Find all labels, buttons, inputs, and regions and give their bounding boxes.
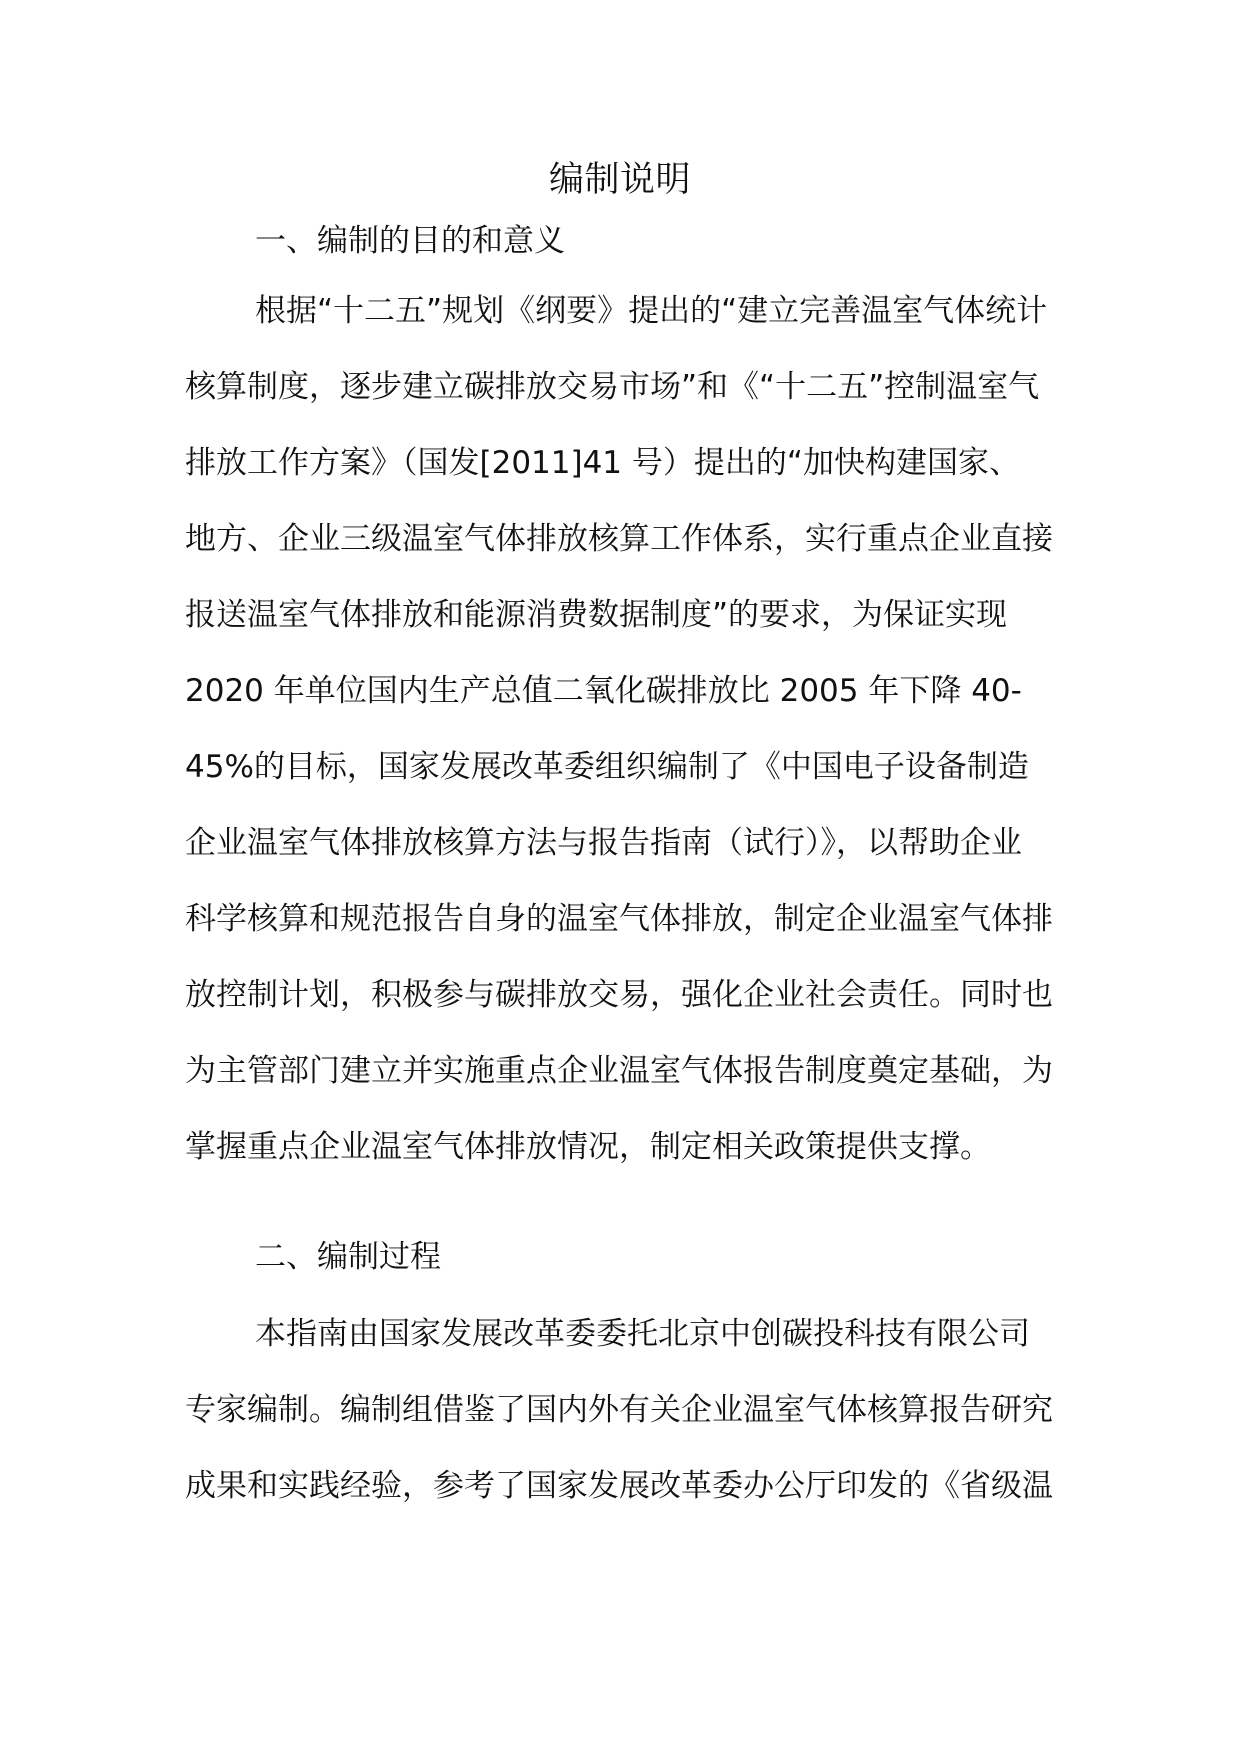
paragraph-line: 2020 年单位国内生产总值二氧化碳排放比 2005 年下降 40- (185, 673, 1022, 709)
paragraph-line: 45%的目标，国家发展改革委组织编制了《中国电子设备制造 (185, 749, 1029, 785)
paragraph-line: 根据“十二五”规划《纲要》提出的“建立完善温室气体统计 (255, 293, 1048, 329)
paragraph-line: 企业温室气体排放核算方法与报告指南（试行）》，以帮助企业 (185, 825, 1022, 861)
paragraph-line: 报送温室气体排放和能源消费数据制度”的要求，为保证实现 (185, 597, 1008, 633)
paragraph-line: 掌握重点企业温室气体排放情况，制定相关政策提供支撑。 (185, 1129, 991, 1165)
section-heading-process: 二、编制过程 (255, 1239, 441, 1275)
page-title: 编制说明 (548, 160, 691, 200)
paragraph-line: 成果和实践经验，参考了国家发展改革委办公厅印发的《省级温 (185, 1468, 1053, 1504)
section-paragraph-purpose (185, 289, 1065, 1201)
paragraph-line: 核算制度，逐步建立碳排放交易市场”和《“十二五”控制温室气 (185, 369, 1040, 405)
paragraph-line: 为主管部门建立并实施重点企业温室气体报告制度奠定基础，为 (185, 1053, 1053, 1089)
paragraph-line: 排放工作方案》（国发[2011]41 号）提出的“加快构建国家、 (185, 445, 1020, 481)
paragraph-line: 科学核算和规范报告自身的温室气体排放，制定企业温室气体排 (185, 901, 1053, 937)
section-heading-purpose: 一、编制的目的和意义 (255, 223, 565, 259)
paragraph-line: 地方、企业三级温室气体排放核算工作体系，实行重点企业直接 (185, 521, 1053, 557)
paragraph-line: 专家编制。编制组借鉴了国内外有关企业温室气体核算报告研究 (185, 1392, 1053, 1428)
paragraph-line: 放控制计划，积极参与碳排放交易，强化企业社会责任。同时也 (185, 977, 1053, 1013)
paragraph-line: 本指南由国家发展改革委委托北京中创碳投科技有限公司 (255, 1316, 1030, 1352)
section-paragraph-process (185, 1312, 1065, 1540)
